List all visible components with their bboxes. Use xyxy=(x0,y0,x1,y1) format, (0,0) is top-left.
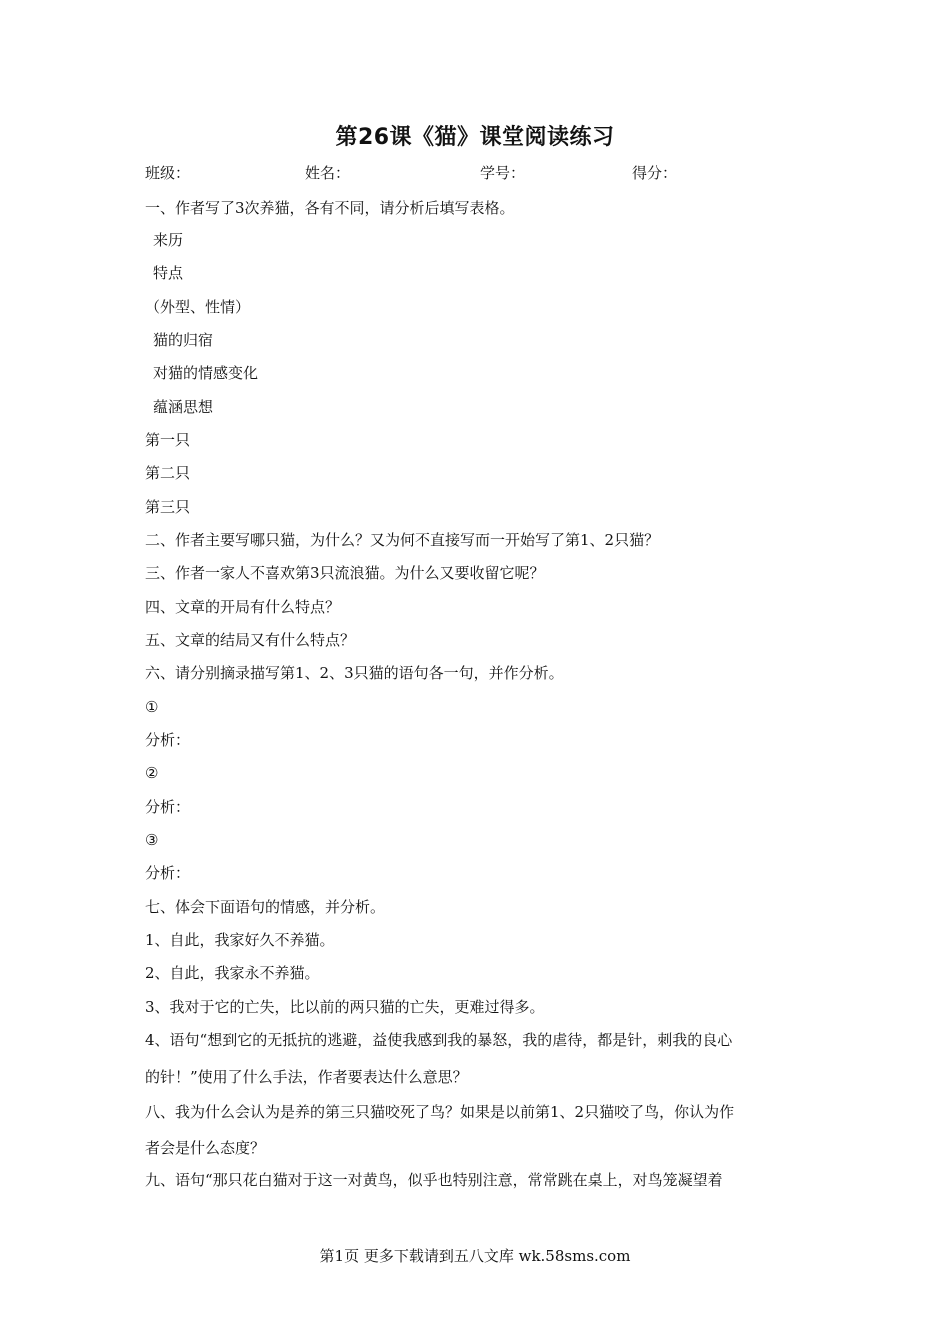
text-line: 五、文章的结局又有什么特点？ xyxy=(145,631,356,649)
text-line: 3、我对于它的亡失，比以前的两只猫的亡失，更难过得多。 xyxy=(145,998,545,1016)
text-line: 八、我为什么会认为是养的第三只猫咬死了鸟？如果是以前第1、2只猫咬了鸟，你认为作 xyxy=(145,1103,735,1121)
text-line: 第三只 xyxy=(145,498,191,516)
student-info-row xyxy=(0,162,950,186)
page-title: 第26课《猫》课堂阅读练习 xyxy=(335,125,615,150)
student-number-label: 学号： xyxy=(480,164,526,182)
text-line: 分析： xyxy=(145,731,191,749)
text-line: 来历 xyxy=(153,231,184,249)
text-line: 七、体会下面语句的情感，并分析。 xyxy=(145,898,386,916)
text-line: ② xyxy=(145,764,159,782)
class-label: 班级： xyxy=(145,164,191,182)
text-line: 猫的归宿 xyxy=(153,331,214,349)
text-line: 的针！”使用了什么手法，作者要表达什么意思？ xyxy=(145,1068,468,1086)
text-line: 2、自此，我家永不养猫。 xyxy=(145,964,320,982)
text-line: 第二只 xyxy=(145,464,191,482)
text-line: 六、请分别摘录描写第1、2、3只猫的语句各一句，并作分析。 xyxy=(145,664,564,682)
text-line: 者会是什么态度？ xyxy=(145,1139,266,1157)
text-line: 一、作者写了3次养猫，各有不同，请分析后填写表格。 xyxy=(145,199,515,217)
text-line: 分析： xyxy=(145,798,191,816)
text-line: 分析： xyxy=(145,864,191,882)
text-line: 4、语句“想到它的无抵抗的逃避，益使我感到我的暴怒，我的虐待，都是针，刺我的良心 xyxy=(145,1031,733,1049)
text-line: （外型、性情） xyxy=(145,298,251,316)
text-line: 特点 xyxy=(153,264,184,282)
name-label: 姓名： xyxy=(305,164,351,182)
text-line: 二、作者主要写哪只猫，为什么？又为何不直接写而一开始写了第1、2只猫？ xyxy=(145,531,660,549)
text-line: 四、文章的开局有什么特点？ xyxy=(145,598,341,616)
text-line: ① xyxy=(145,698,159,716)
text-line: 三、作者一家人不喜欢第3只流浪猫。为什么又要收留它呢？ xyxy=(145,564,545,582)
text-line: 1、自此，我家好久不养猫。 xyxy=(145,931,335,949)
score-label: 得分： xyxy=(632,164,678,182)
page-footer: 第1页 更多下载请到五八文库 wk.58sms.com xyxy=(319,1247,631,1265)
text-line: 九、语句“那只花白猫对于这一对黄鸟，似乎也特别注意，常常跳在桌上，对鸟笼凝望着 xyxy=(145,1171,723,1189)
text-line: 对猫的情感变化 xyxy=(153,364,259,382)
text-line: ③ xyxy=(145,831,159,849)
text-line: 第一只 xyxy=(145,431,191,449)
text-line: 蕴涵思想 xyxy=(153,398,214,416)
